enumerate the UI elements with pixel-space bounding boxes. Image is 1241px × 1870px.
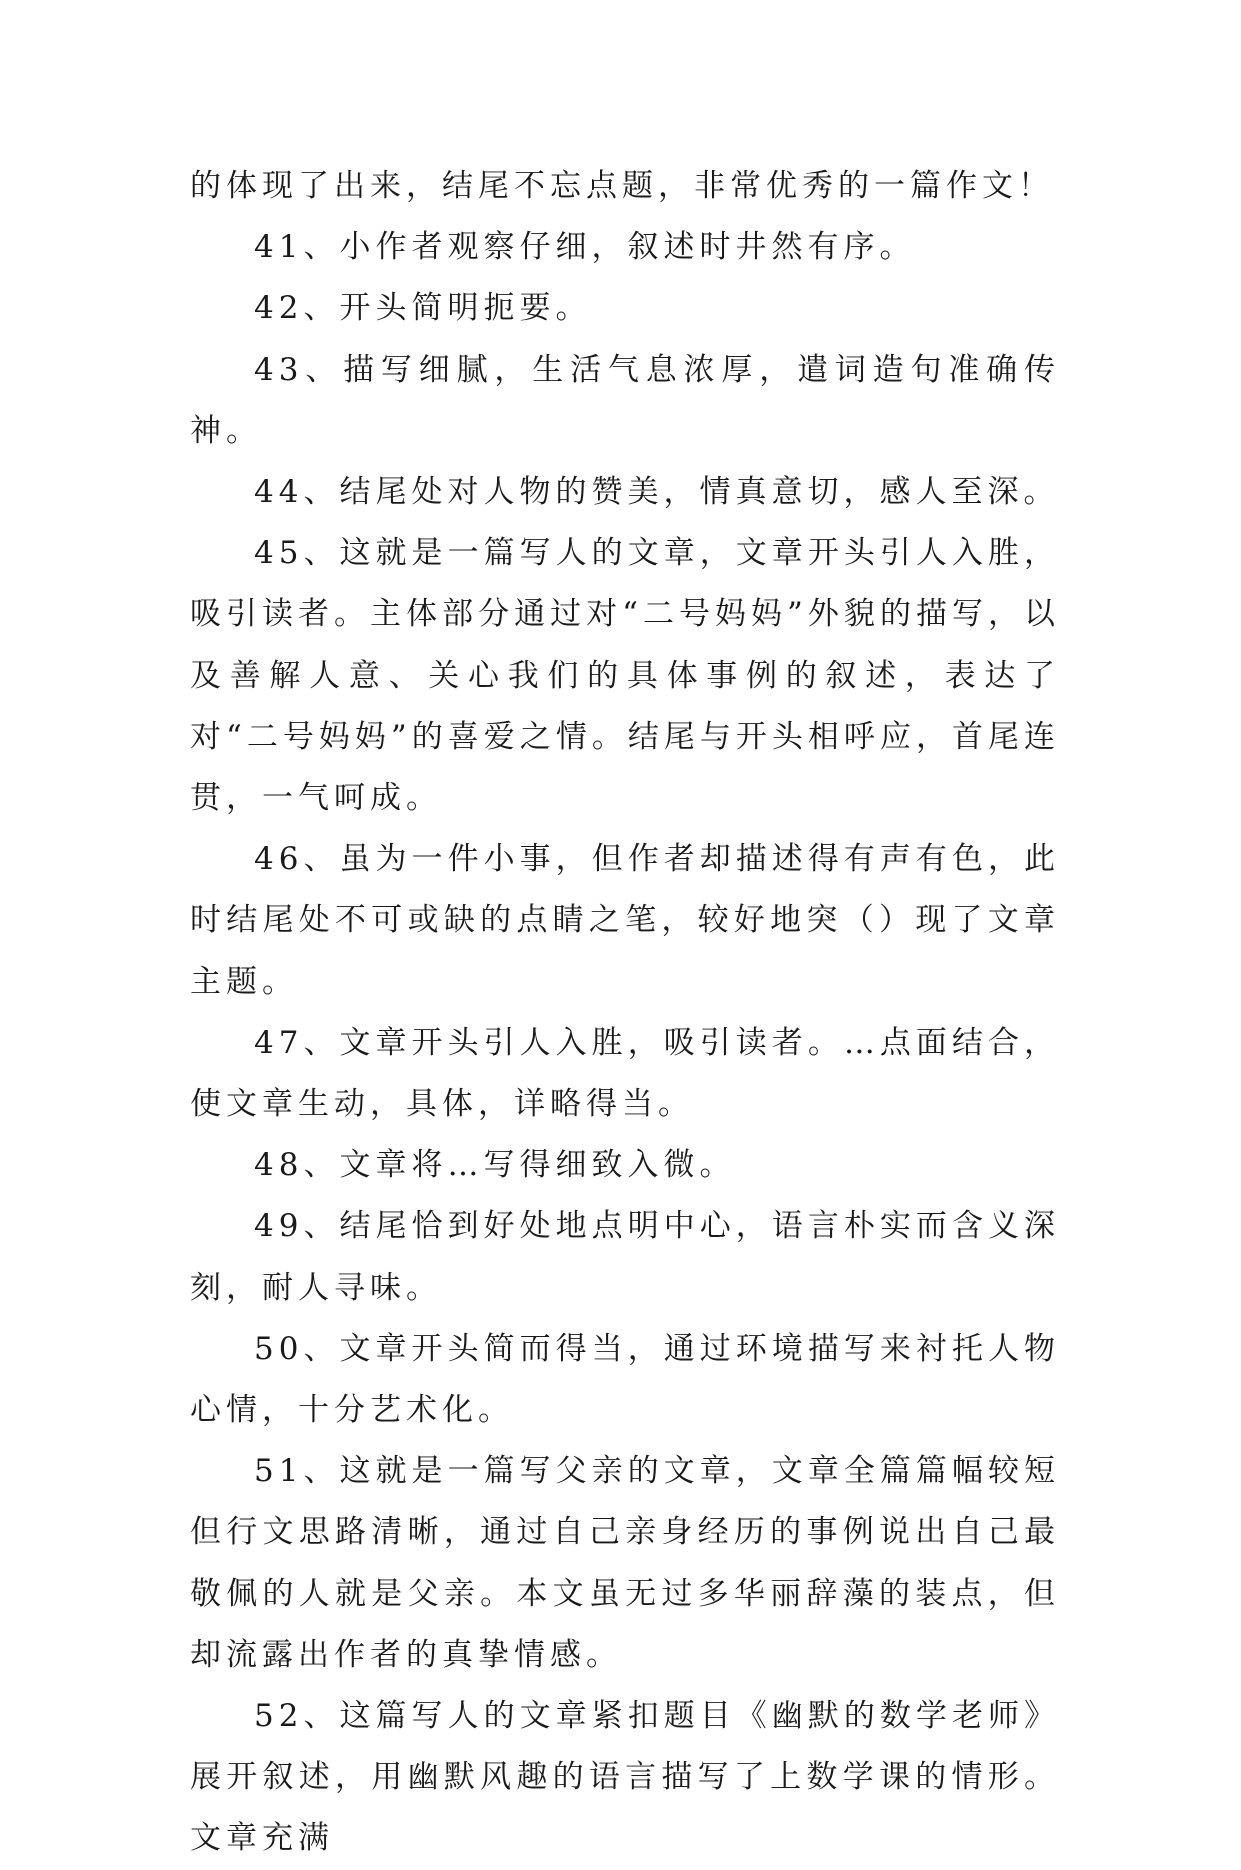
paragraph-8: 47、文章开头引人入胜，吸引读者。…点面结合，使文章生动，具体，详略得当。 bbox=[190, 1024, 1060, 1123]
paragraph-10: 49、结尾恰到好处地点明中心，语言朴实而含义深刻，耐人寻味。 bbox=[190, 1208, 1060, 1306]
paragraph-3: 42、开头简明扼要。 bbox=[254, 290, 592, 327]
paragraph-11: 50、文章开头简而得当，通过环境描写来衬托人物心情，十分艺术化。 bbox=[190, 1330, 1060, 1429]
paragraph-2: 41、小作者观察仔细，叙述时井然有序。 bbox=[254, 229, 916, 266]
paragraph-1: 的体现了出来，结尾不忘点题，非常优秀的一篇作文！ bbox=[190, 168, 1054, 204]
paragraph-13: 52、这篇写人的文章紧扣题目《幽默的数学老师》展开叙述，用幽默风趣的语言描写了上数学课的情形。文章充满 bbox=[190, 1698, 1060, 1857]
document-page bbox=[190, 156, 1060, 1870]
paragraph-7: 46、虽为一件小事，但作者却描述得有声有色，此时结尾处不可或缺的点睛之笔，较好地突（）现了文章主题。 bbox=[190, 841, 1060, 1000]
paragraph-5: 44、结尾处对人物的赞美，情真意切，感人至深。 bbox=[254, 474, 1060, 511]
paragraph-6: 45、这就是一篇写人的文章，文章开头引人入胜，吸引读者。主体部分通过对“二号妈妈”外貌的描写，以及善解人意、关心我们的具体事例的叙述，表达了对“二号妈妈”的喜爱之情。结尾与开头相呼应，首尾连贯，一气呵成。 bbox=[190, 535, 1060, 817]
paragraph-9: 48、文章将…写得细致入微。 bbox=[254, 1147, 736, 1184]
paragraph-12: 51、这就是一篇写父亲的文章，文章全篇篇幅较短但行文思路清晰，通过自己亲身经历的事例说出自己最敬佩的人就是父亲。本文虽无过多华丽辞藻的装点，但却流露出作者的真挚情感。 bbox=[190, 1453, 1060, 1673]
paragraph-4: 43、描写细腻，生活气息浓厚，遣词造句准确传神。 bbox=[190, 351, 1060, 449]
